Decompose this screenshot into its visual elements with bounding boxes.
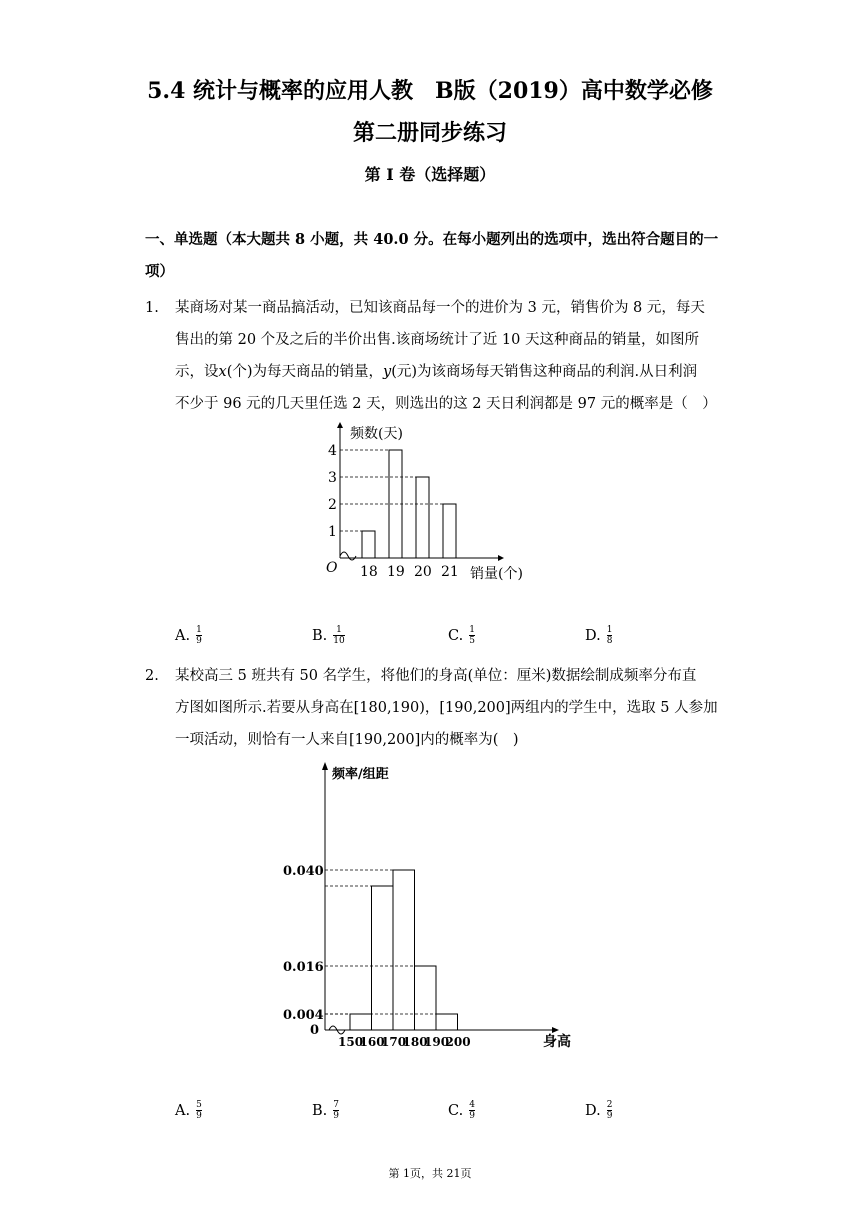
y-axis-arrow <box>337 422 343 428</box>
chart-origin: 0 <box>310 1023 320 1038</box>
x-tick-label: 180 <box>402 1035 428 1049</box>
option-b[interactable]: B. $\frac{1}{10}$ <box>312 625 345 646</box>
x-tick-label: 150 <box>338 1035 364 1049</box>
question-number: 1. <box>145 300 159 316</box>
page-title-line2: 第二册同步练习 <box>352 120 507 146</box>
x-axis-arrow <box>552 1027 559 1033</box>
y-tick-label: 0.016 <box>283 960 324 975</box>
chart-xlabel: 销量(个) <box>470 566 523 582</box>
x-axis-arrow <box>498 555 504 561</box>
option-d[interactable]: D. $\frac{2}{9}$ <box>585 1100 613 1121</box>
bar <box>416 477 429 558</box>
y-tick-label: 0.040 <box>283 864 324 879</box>
x-tick-label: 18 <box>360 564 378 580</box>
option-a[interactable]: A. $\frac{5}{9}$ <box>175 1100 202 1121</box>
y-tick-label: 3 <box>328 470 337 486</box>
question-text <box>175 660 740 756</box>
axis-break <box>340 552 356 560</box>
x-tick-label: 190 <box>424 1035 450 1049</box>
y-tick-label: 1 <box>328 524 337 540</box>
sales-frequency-chart <box>310 418 550 588</box>
question-line: 售出的第 20 个及之后的半价出售.该商场统计了近 10 天这种商品的销量，如图所 <box>175 332 699 348</box>
x-tick-label: 170 <box>381 1035 407 1049</box>
option-c[interactable]: C. $\frac{1}{5}$ <box>448 625 475 646</box>
chart-origin: O <box>326 560 338 576</box>
chart-xlabel: 身高 <box>543 1034 571 1050</box>
y-tick-label: 2 <box>328 497 337 513</box>
y-axis-arrow <box>322 762 328 770</box>
option-d[interactable]: D. $\frac{1}{8}$ <box>585 625 613 646</box>
chart-ylabel: 频率/组距 <box>332 767 389 782</box>
question-line: 一项活动，则恰有一人来自[190,200]内的概率为( ) <box>175 732 519 748</box>
question-line: 某校高三 5 班共有 50 名学生，将他们的身高(单位：厘米)数据绘制成频率分布直 <box>175 668 697 684</box>
x-tick-label: 200 <box>445 1035 471 1049</box>
histogram-bar <box>436 1014 458 1030</box>
histogram-bar <box>415 966 437 1030</box>
histogram-bar <box>372 886 394 1030</box>
section-heading: 一、单选题（本大题共 8 小题，共 40.0 分。在每小题列出的选项中，选出符合题目的一项） <box>145 231 719 280</box>
bar <box>362 531 375 558</box>
y-tick-label: 4 <box>328 443 337 459</box>
question-line: 不少于 96 元的几天里任选 2 天，则选出的这 2 天日利润都是 97 元的概率是（ ） <box>175 396 717 412</box>
histogram-bar <box>393 870 415 1030</box>
chart-ylabel: 频数(天) <box>350 426 403 442</box>
x-tick-label: 21 <box>441 564 459 580</box>
option-b[interactable]: B. $\frac{7}{9}$ <box>312 1100 339 1121</box>
question-number: 2. <box>145 668 159 684</box>
x-tick-label: 19 <box>387 564 405 580</box>
option-c[interactable]: C. $\frac{4}{9}$ <box>448 1100 475 1121</box>
volume-heading: 第 I 卷（选择题） <box>364 165 496 184</box>
page-footer: 第 1页，共 21页 <box>388 1167 472 1180</box>
y-tick-label: 0.004 <box>283 1008 324 1023</box>
option-a[interactable]: A. $\frac{1}{9}$ <box>175 625 202 646</box>
x-tick-label: 20 <box>414 564 432 580</box>
question-line: 某商场对某一商品搞活动，已知该商品每一个的进价为 3 元，销售价为 8 元，每天 <box>175 300 705 316</box>
x-tick-label: 160 <box>359 1035 385 1049</box>
height-histogram-chart <box>280 758 600 1058</box>
page-title-line1: 5.4 统计与概率的应用人教 B版（2019）高中数学必修 <box>147 78 713 104</box>
bar <box>443 504 456 558</box>
histogram-bar <box>350 1014 372 1030</box>
question-text <box>175 292 740 420</box>
question-line: 方图如图所示.若要从身高在[180,190)，[190,200]两组内的学生中，选取 5 人参加 <box>175 700 718 716</box>
question-line: 示，设x(个)为每天商品的销量，y(元)为该商场每天销售这种商品的利润.从日利润 <box>175 364 698 380</box>
